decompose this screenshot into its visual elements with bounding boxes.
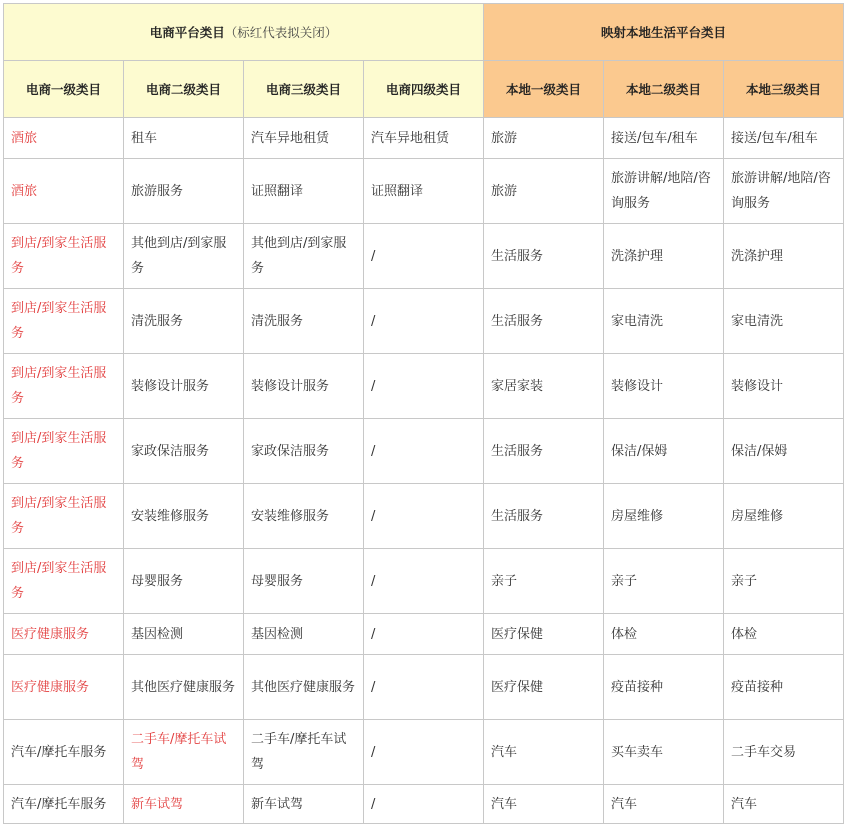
- table-cell: 旅游: [484, 118, 604, 159]
- table-cell: 房屋维修: [724, 484, 844, 549]
- table-cell: 旅游服务: [124, 159, 244, 224]
- ecommerce-group-title: 电商平台类目: [149, 24, 225, 40]
- table-cell: 洗涤护理: [724, 224, 844, 289]
- table-cell: 其他医疗健康服务: [244, 655, 364, 720]
- table-cell: 医疗保健: [484, 614, 604, 655]
- table-cell: 安装维修服务: [124, 484, 244, 549]
- table-row: [4, 354, 844, 419]
- table-cell: 接送/包车/租车: [724, 118, 844, 159]
- table-cell: 亲子: [484, 549, 604, 614]
- table-cell: 疫苗接种: [724, 655, 844, 720]
- table-cell: 新车试驾: [124, 785, 244, 824]
- table-cell: /: [364, 419, 484, 484]
- table-cell: /: [364, 720, 484, 785]
- table-cell: 接送/包车/租车: [604, 118, 724, 159]
- table-cell: 二手车/摩托车试驾: [244, 720, 364, 785]
- table-cell: 体检: [604, 614, 724, 655]
- table-cell: /: [364, 549, 484, 614]
- table-cell: 生活服务: [484, 224, 604, 289]
- table-cell: 汽车/摩托车服务: [4, 720, 124, 785]
- table-cell: 保洁/保姆: [724, 419, 844, 484]
- column-header: 本地一级类目: [484, 61, 604, 118]
- table-cell: 清洗服务: [244, 289, 364, 354]
- column-header: 电商四级类目: [364, 61, 484, 118]
- table-cell: 汽车: [604, 785, 724, 824]
- table-row: [4, 159, 844, 224]
- table-row: [4, 720, 844, 785]
- table-cell: 到店/到家生活服务: [4, 224, 124, 289]
- table-cell: 安装维修服务: [244, 484, 364, 549]
- column-header: 本地二级类目: [604, 61, 724, 118]
- table-cell: /: [364, 289, 484, 354]
- column-header: 电商三级类目: [244, 61, 364, 118]
- table-row: [4, 655, 844, 720]
- table-cell: 二手车/摩托车试驾: [124, 720, 244, 785]
- table-cell: 母婴服务: [124, 549, 244, 614]
- table-cell: 到店/到家生活服务: [4, 549, 124, 614]
- table-cell: 生活服务: [484, 419, 604, 484]
- table-row: [4, 224, 844, 289]
- table-cell: 亲子: [724, 549, 844, 614]
- table-cell: 疫苗接种: [604, 655, 724, 720]
- table-cell: 生活服务: [484, 289, 604, 354]
- table-cell: 基因检测: [124, 614, 244, 655]
- table-cell: 清洗服务: [124, 289, 244, 354]
- table-cell: 证照翻译: [244, 159, 364, 224]
- table-cell: 亲子: [604, 549, 724, 614]
- table-cell: 到店/到家生活服务: [4, 484, 124, 549]
- table-cell: 证照翻译: [364, 159, 484, 224]
- table-cell: 酒旅: [4, 159, 124, 224]
- table-cell: 酒旅: [4, 118, 124, 159]
- table-cell: 装修设计服务: [124, 354, 244, 419]
- column-header: 本地三级类目: [724, 61, 844, 118]
- table-cell: 医疗健康服务: [4, 614, 124, 655]
- table-cell: 装修设计: [604, 354, 724, 419]
- table-cell: 家居家装: [484, 354, 604, 419]
- table-cell: 家电清洗: [604, 289, 724, 354]
- table-cell: 体检: [724, 614, 844, 655]
- ecommerce-group-header: [4, 4, 484, 61]
- table-cell: 旅游: [484, 159, 604, 224]
- table-cell: 母婴服务: [244, 549, 364, 614]
- table-cell: 新车试驾: [244, 785, 364, 824]
- table-cell: 汽车异地租赁: [364, 118, 484, 159]
- column-header-row: [4, 61, 844, 118]
- table-cell: /: [364, 354, 484, 419]
- table-cell: 其他到店/到家服务: [244, 224, 364, 289]
- table-cell: 汽车: [484, 785, 604, 824]
- table-cell: 装修设计: [724, 354, 844, 419]
- table-cell: 装修设计服务: [244, 354, 364, 419]
- table-cell: /: [364, 224, 484, 289]
- table-cell: 基因检测: [244, 614, 364, 655]
- table-cell: 汽车: [484, 720, 604, 785]
- table-cell: 到店/到家生活服务: [4, 419, 124, 484]
- table-cell: 生活服务: [484, 484, 604, 549]
- table-cell: 医疗健康服务: [4, 655, 124, 720]
- local-group-header: [484, 4, 844, 61]
- table-row: [4, 614, 844, 655]
- table-cell: 家政保洁服务: [244, 419, 364, 484]
- table-cell: 其他到店/到家服务: [124, 224, 244, 289]
- table-cell: 房屋维修: [604, 484, 724, 549]
- table-cell: 其他医疗健康服务: [124, 655, 244, 720]
- table-cell: 汽车: [724, 785, 844, 824]
- table-cell: 汽车异地租赁: [244, 118, 364, 159]
- table-cell: 医疗保健: [484, 655, 604, 720]
- table-cell: /: [364, 614, 484, 655]
- table-cell: 买车卖车: [604, 720, 724, 785]
- ecommerce-group-note: （标红代表拟关闭）: [224, 24, 338, 40]
- table-cell: 二手车交易: [724, 720, 844, 785]
- table-cell: 到店/到家生活服务: [4, 354, 124, 419]
- group-header-row: [4, 4, 844, 61]
- table-cell: /: [364, 484, 484, 549]
- table-row: [4, 118, 844, 159]
- column-header: 电商二级类目: [124, 61, 244, 118]
- table-cell: /: [364, 785, 484, 824]
- category-mapping-table: [3, 3, 844, 824]
- table-cell: /: [364, 655, 484, 720]
- table-cell: 旅游讲解/地陪/咨询服务: [724, 159, 844, 224]
- table-row: [4, 785, 844, 824]
- table-cell: 洗涤护理: [604, 224, 724, 289]
- table-cell: 旅游讲解/地陪/咨询服务: [604, 159, 724, 224]
- table-cell: 家电清洗: [724, 289, 844, 354]
- column-header: 电商一级类目: [4, 61, 124, 118]
- table-cell: 到店/到家生活服务: [4, 289, 124, 354]
- local-group-title: 映射本地生活平台类目: [601, 24, 727, 40]
- table-cell: 保洁/保姆: [604, 419, 724, 484]
- table-cell: 家政保洁服务: [124, 419, 244, 484]
- table-row: [4, 549, 844, 614]
- table-row: [4, 484, 844, 549]
- table-row: [4, 419, 844, 484]
- table-row: [4, 289, 844, 354]
- table-cell: 租车: [124, 118, 244, 159]
- table-cell: 汽车/摩托车服务: [4, 785, 124, 824]
